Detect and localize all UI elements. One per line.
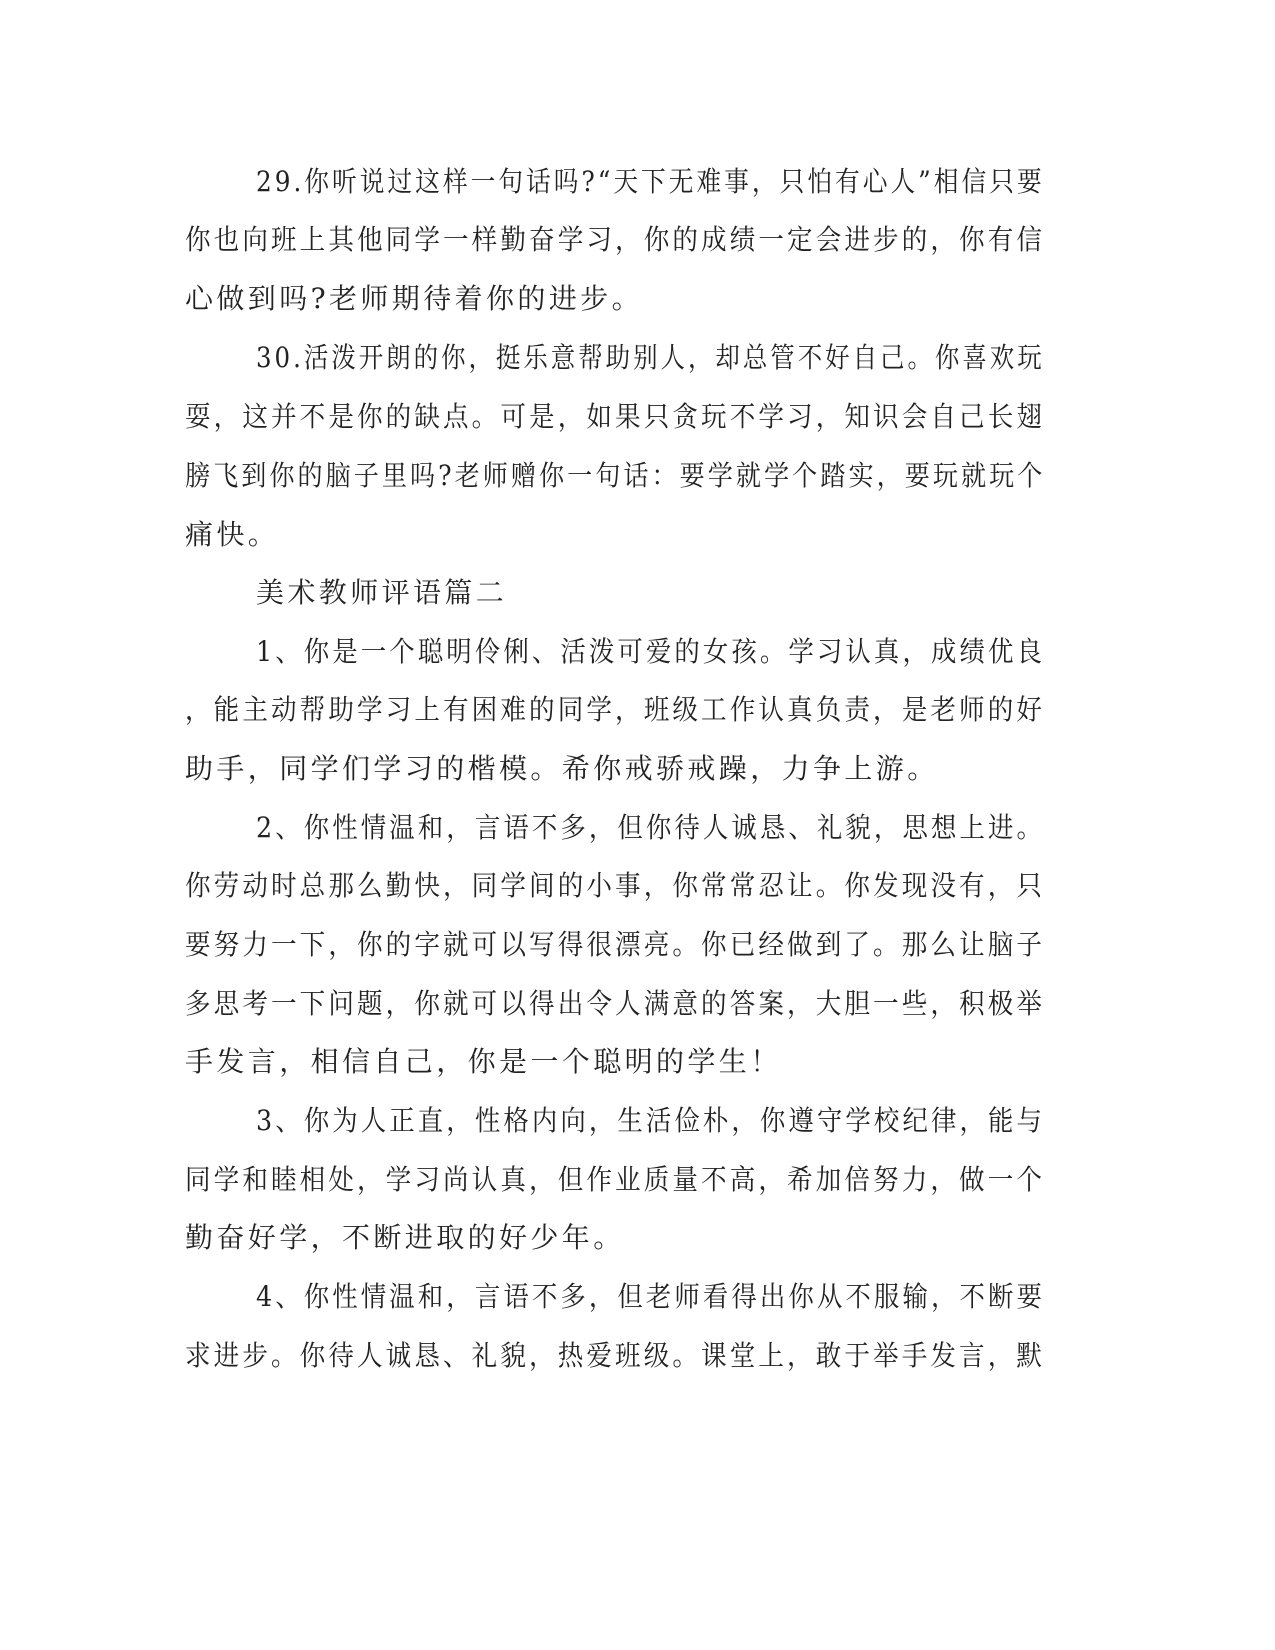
text-line: 要努力一下，你的字就可以写得很漂亮。你已经做到了。那么让脑子	[185, 928, 1046, 961]
text-line: 求进步。你待人诚恳、礼貌，热爱班级。课堂上，敢于举手发言，默	[185, 1339, 1046, 1372]
text-line: 手发言，相信自己，你是一个聪明的学生！	[185, 1045, 782, 1078]
text-line: 4、你性情温和，言语不多，但老师看得出你从不服输，不断要	[256, 1280, 1045, 1313]
text-line: 1、你是一个聪明伶俐、活泼可爱的女孩。学习认真，成绩优良	[256, 635, 1045, 668]
text-line: 勤奋好学，不断进取的好少年。	[185, 1221, 625, 1254]
text-line: 29.你听说过这样一句话吗?“天下无难事，只怕有心人”相信只要	[256, 165, 1045, 198]
text-line: 你也向班上其他同学一样勤奋学习，你的成绩一定会进步的，你有信	[185, 223, 1046, 256]
text-line: 2、你性情温和，言语不多，但你待人诚恳、礼貌，思想上进。	[256, 811, 1045, 844]
text-line: 同学和睦相处，学习尚认真，但作业质量不高，希加倍努力，做一个	[185, 1163, 1046, 1196]
text-line: 3、你为人正直，性格内向，生活俭朴，你遵守学校纪律，能与	[256, 1104, 1045, 1137]
text-line: ，能主动帮助学习上有困难的同学，班级工作认真负责，是老师的好	[185, 693, 1046, 726]
section-heading: 美术教师评语篇二	[256, 576, 508, 609]
text-line: 多思考一下问题，你就可以得出令人满意的答案，大胆一些，积极举	[185, 987, 1046, 1020]
text-line: 你劳动时总那么勤快，同学间的小事，你常常忍让。你发现没有，只	[185, 869, 1046, 902]
text-line: 助手，同学们学习的楷模。希你戒骄戒躁，力争上游。	[185, 752, 939, 785]
text-line: 膀飞到你的脑子里吗?老师赠你一句话：要学就学个踏实，要玩就玩个	[185, 459, 1046, 492]
text-line: 耍，这并不是你的缺点。可是，如果只贪玩不学习，知识会自己长翅	[185, 400, 1046, 433]
text-line: 心做到吗?老师期待着你的进步。	[185, 282, 644, 315]
text-line: 30.活泼开朗的你，挺乐意帮助别人，却总管不好自己。你喜欢玩	[256, 341, 1045, 374]
text-line: 痛快。	[185, 518, 280, 551]
